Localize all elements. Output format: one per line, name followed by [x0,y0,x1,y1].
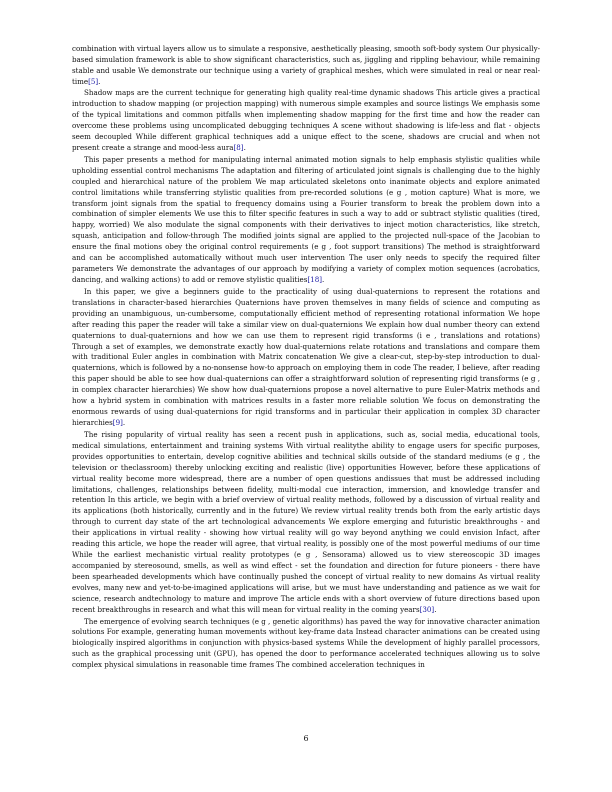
paragraph-tail: . [434,604,437,614]
paragraph-6 [72,617,540,672]
paragraph-5 [72,430,540,616]
paper-body [72,44,540,671]
paragraph-1 [72,44,540,88]
paragraph-4 [72,287,540,429]
paragraph-text: The emergence of evolving search techniques (e g , genetic algorithms) has paved the way for innovative character animation solutions For example, generating human movements without key-frame data Instead character animations can be created using biologically inspired algorithms in conjunction with physics-based systems While the development of highly parallel processors, such as the graphical processing unit (GPU), has opened the door to performance accelerated techniques allowing us to solve complex physical simulations in reasonable time frames The combined acceleration techniques in [72,616,540,670]
citation-link[interactable]: [30] [419,604,435,614]
paragraph-3 [72,155,540,286]
paragraph-text: The rising popularity of virtual reality has seen a recent push in applications, such as, social media, educational tools, medical simulations, entertainment and training systems With virtual realitythe ability to engage users for specific purposes, provides opportunities to entertain, develop cognitive abilities and technical skills outside of the standard mediums (e g , the television or theclassroom) thereby unlocking exciting and realistic (live) opportunities However, before these applications of virtual reality become more widespread, there are a number of open questions andissues that must be addressed including limitations, challenges, relationships between fidelity, multi-modal cue interaction, immersion, and knowledge transfer and retention In this article, we begin with a brief overview of virtual reality methods, followed by a discussion of virtual reality and its applications (both historically, currently and in the future) We review virtual reality trends both from the early artistic days through to current day state of the art technological advancements We explore emerging and futuristic breakthroughs - and their applications in virtual reality - showing how virtual reality will go way beyond anything we could envision Infact, after reading this article, we hope the reader will agree, that virtual reality, is possibly one of the most powerful mediums of our time While the earliest mechanistic virtual reality prototypes (e g , Sensorama) allowed us to view stereoscopic 3D images accompanied by stereosound, smells, as well as wind effect - set the foundation and direction for future pioneers - there have been spearheaded developments which have continually pushed the concept of virtual reality to new domains As virtual reality evolves, many new and yet-to-be-imagined applications will arise, but we must have understanding and patience as we wait for science, research andtechnology to mature and improve The article ends with a short overview of future directions based upon recent breakthroughs in research and what this will mean for virtual reality in the coming years [72,429,540,614]
paragraph-text: In this paper, we give a beginners guide to the practicality of using dual-quaternions to represent the rotations and translations in character-based hierarchies Quaternions have proven themselves in many fields of science and computing as providing an unambiguous, un-cumbersome, computationally efficient method of representing rotational information We hope after reading this paper the reader will take a similar view on dual-quaternions We explain how dual number theory can extend quaternions to dual-quaternions and how we can use them to represent rigid transforms (i e , translations and rotations) Through a set of examples, we demonstrate exactly how dual-quaternions relate rotations and translations and compare them with traditional Euler angles in combination with Matrix concatenation We give a clear-cut, step-by-step introduction to dual-quaternions, which is followed by a no-nonsense how-to approach on employing them in code The reader, I believe, after reading this paper should be able to see how dual-quaternions can offer a straightforward solution of representing rigid transforms (e g , in complex character hierarchies) We show how dual-quaternions propose a novel alternative to pure Euler-Matrix methods and how a hybrid system in combination with matrices results in a faster more reliable solution We focus on demonstrating the enormous rewards of using dual-quaternions for rigid transforms and in particular their application in complex 3D character hierarchies [72,286,540,428]
citation-link[interactable]: [5] [88,76,99,86]
paragraph-text: combination with virtual layers allow us to simulate a responsive, aesthetically pleasing, smooth soft-body system Our physically-based simulation framework is able to show significant characteristics, such as, jiggling and rippling behaviour, while remaining stable and usable We demonstrate our technique using a variety of graphical meshes, which were simulated in real or near real-time [72,44,540,86]
citation-link[interactable]: [9] [112,418,123,428]
paragraph-text: This paper presents a method for manipulating internal animated motion signals to help emphasis stylistic qualities while upholding essential control mechanisms The adaptation and filtering of articulated joint signals is challenging due to the highly coupled and hierarchical nature of the problem We map articulated skeletons onto inanimate objects and explore animated control limitations while transferring stylistic qualities from pre-recorded solutions (e g , motion capture) What is more, we transform joint signals from the spatial to frequency domains using a Fourier transform to break the problem down into a combination of simpler elements We use this to filter specific features in such a way to add or subtract stylistic qualities (tired, happy, worried) We also modulate the signal components with their derivatives to inject motion characteristics, like stretch, squash, anticipation and follow-through The modified joints signal are applied to the projected null-space of the Jacobian to ensure the final motions obey the original control requirements (e g , foot support transitions) The method is straightforward and can be accomplished automatically without much user intervention The user only needs to specify the required filter parameters We demonstrate the advantages of our approach by modifying a variety of complex motion sequences (acrobatics, dancing, and walking actions) to add or remove stylistic qualities [72,154,540,285]
citation-link[interactable]: [18] [307,275,322,285]
paragraph-text: Shadow maps are the current technique for generating high quality real-time dynamic shadows This article gives a practical introduction to shadow mapping (or projection mapping) with numerous simple examples and source listings We emphasis some of the typical limitations and common pitfalls when implementing shadow mapping for the first time and how the reader can overcome these problems using uncomplicated debugging techniques A scene without shadowing is life-less and flat - objects seem decoupled While different graphical techniques add a unique effect to the scene, shadows are crucial and when not present create a strange and mood-less aura [72,88,540,153]
citation-link[interactable]: [8] [233,143,244,153]
paragraph-tail: . [98,76,101,86]
paragraph-tail: . [243,143,246,153]
page-number: 6 [303,734,309,743]
paragraph-tail: . [122,418,126,428]
paragraph-2 [72,88,540,154]
paragraph-tail: . [322,275,325,285]
